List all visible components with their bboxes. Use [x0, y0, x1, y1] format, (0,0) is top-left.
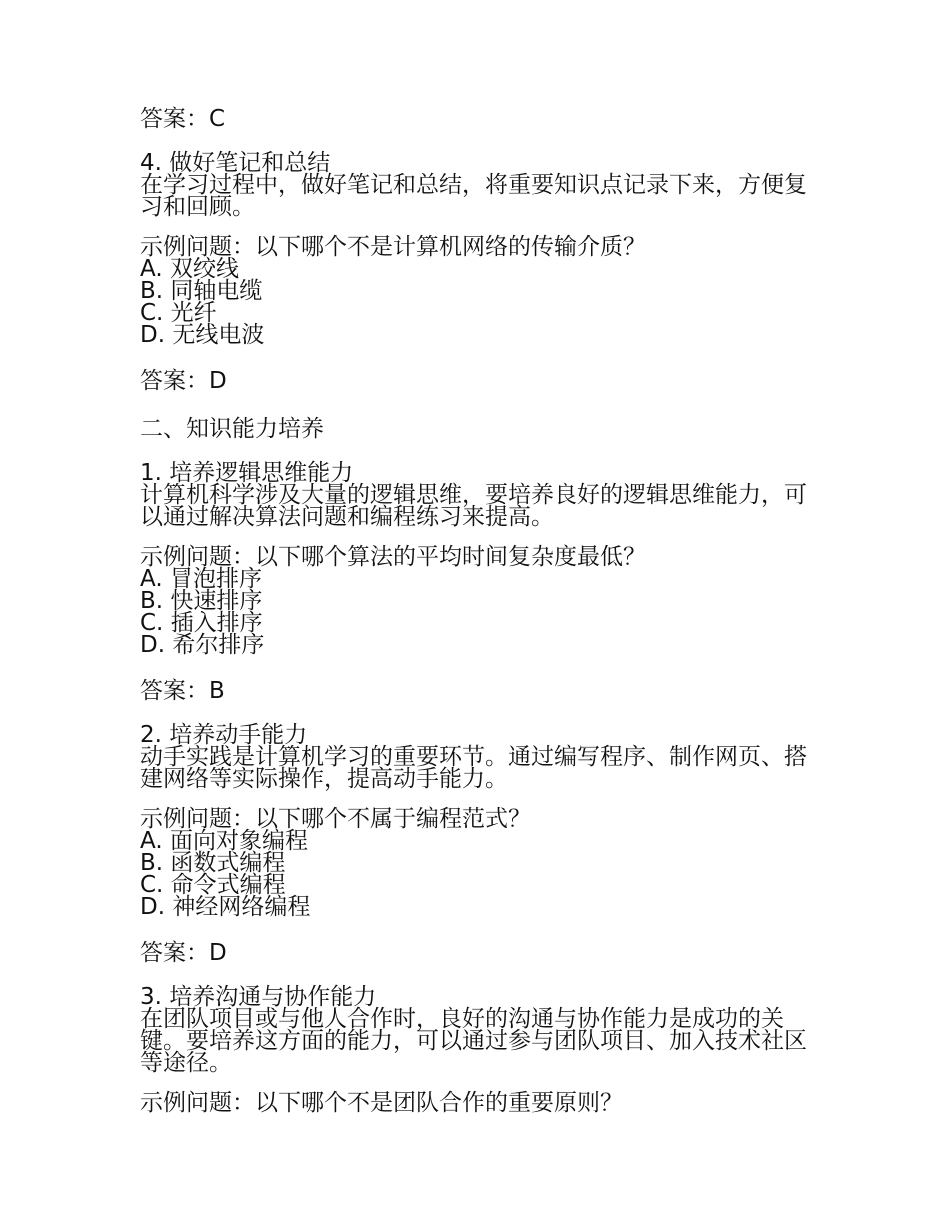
option-d: D. 神经网络编程 — [140, 894, 311, 920]
answer-line: 答案：D — [140, 368, 227, 394]
answer-line: 答案：D — [140, 940, 227, 966]
section-title: 3. 培养沟通与协作能力 — [140, 984, 377, 1010]
option-c: C. 光纤 — [140, 300, 217, 326]
option-c: C. 插入排序 — [140, 610, 263, 636]
part-heading: 二、知识能力培养 — [140, 416, 324, 442]
option-c: C. 命令式编程 — [140, 872, 286, 898]
question-text: 示例问题：以下哪个不属于编程范式？ — [140, 806, 531, 832]
question-text: 示例问题：以下哪个不是团队合作的重要原则？ — [140, 1090, 623, 1116]
section-text: 在学习过程中，做好笔记和总结，将重要知识点记录下来，方便复习和回顾。 — [140, 172, 807, 220]
section-title: 1. 培养逻辑思维能力 — [140, 460, 354, 486]
section-title: 4. 做好笔记和总结 — [140, 150, 331, 176]
option-a: A. 面向对象编程 — [140, 828, 308, 854]
option-b: B. 同轴电缆 — [140, 278, 263, 304]
question-text: 示例问题：以下哪个算法的平均时间复杂度最低？ — [140, 544, 646, 570]
document-page — [140, 104, 820, 1114]
question-text: 示例问题：以下哪个不是计算机网络的传输介质？ — [140, 234, 646, 260]
section-text: 动手实践是计算机学习的重要环节。通过编写程序、制作网页、搭建网络等实际操作，提高动手能力。 — [140, 744, 807, 792]
section-title: 2. 培养动手能力 — [140, 722, 308, 748]
section-text: 计算机科学涉及大量的逻辑思维，要培养良好的逻辑思维能力，可以通过解决算法问题和编程练习来提高。 — [140, 482, 807, 530]
option-a: A. 双绞线 — [140, 256, 239, 282]
option-d: D. 无线电波 — [140, 322, 265, 348]
answer-line: 答案：C — [140, 106, 226, 132]
section-text: 在团队项目或与他人合作时，良好的沟通与协作能力是成功的关键。要培养这方面的能力，可以通过参与团队项目、加入技术社区等途径。 — [140, 1006, 807, 1076]
option-b: B. 函数式编程 — [140, 850, 286, 876]
answer-line: 答案：B — [140, 678, 225, 704]
option-b: B. 快速排序 — [140, 588, 263, 614]
option-d: D. 希尔排序 — [140, 632, 265, 658]
option-a: A. 冒泡排序 — [140, 566, 262, 592]
